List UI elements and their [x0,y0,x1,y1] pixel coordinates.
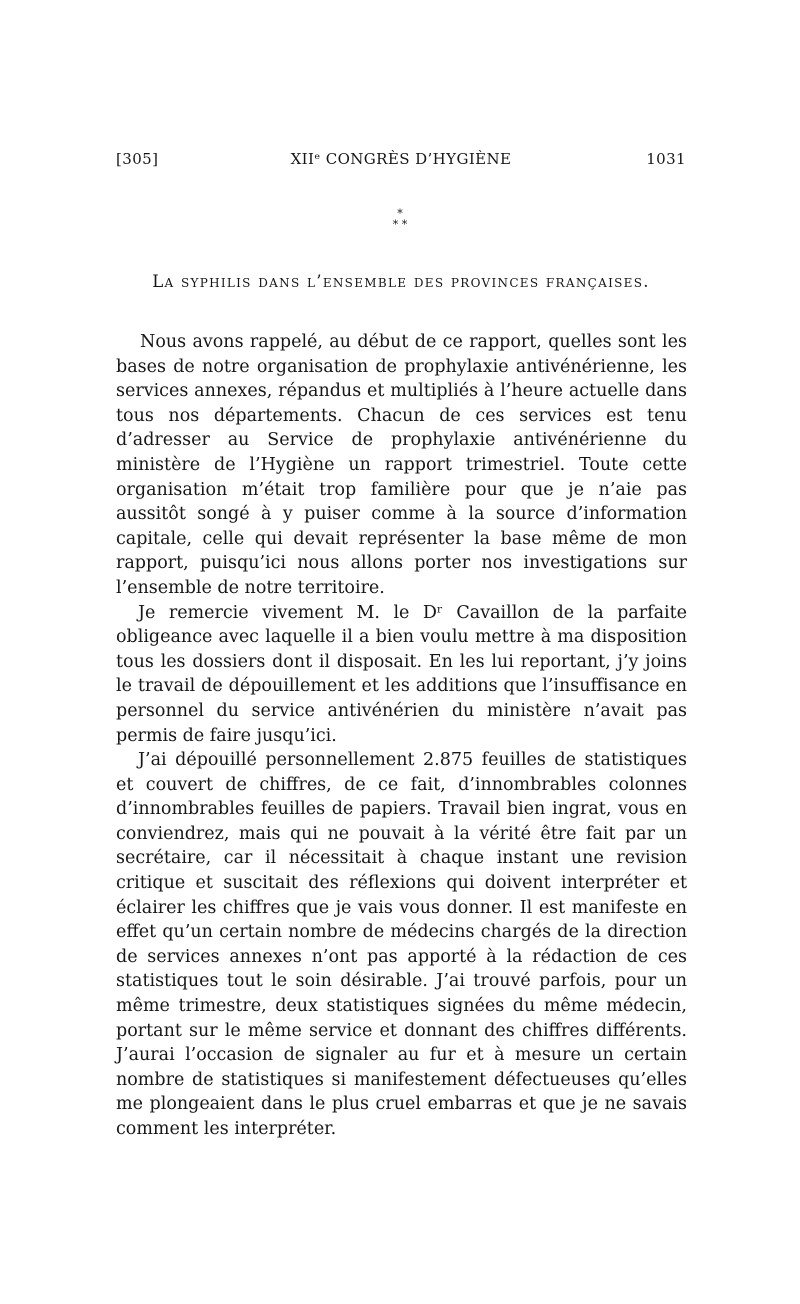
running-title: XIIᵉ CONGRÈS D’HYGIÈNE [290,150,512,168]
paragraph-2: Je remercie vivement M. le Dʳ Cavaillon de la parfaite obligeance avec laquelle il a bien voulu mettre à ma disposition tous les dossiers dont il disposait. En les lui reportant, j’y joins le travail de dépouillement et les additions que l’insuffisance en personnel du service antivénérien du ministère n’avait pas permis de faire jusqu’ici. [116,602,687,746]
body-text [116,330,687,1142]
paragraph-1: Nous avons rappelé, au début de ce rapport, quelles sont les bases de notre organisation de prophylaxie antivénérienne, les services annexes, répandus et multipliés à l’heure actuelle dans tous nos départements. Chacun de ces services est tenu d’adresser au Service de prophylaxie antivénérienne du ministère de l’Hygiène un rapport trimestriel. Toute cette organisation m’était trop familière pour que je n’aie pas aussitôt songé à y puiser comme à la source d’information capitale, celle qui devait représenter la base même de mon rapport, puisqu’ici nous allons porter nos investigations sur l’ensemble de notre territoire. [116,332,687,598]
paragraph-3: J’ai dépouillé personnellement 2.875 feuilles de statistiques et couvert de chiffres, de ce fait, d’innombrables colonnes d’innombrables feuilles de papiers. Travail bien ingrat, vous en conviendrez, mais qui ne pouvait à la vérité être fait par un secrétaire, car il nécessitait à chaque instant une revision critique et suscitait des réflexions qui doivent interpréter et éclairer les chiffres que je vais vous donner. Il est manifeste en effet qu’un certain nombre de médecins chargés de la direction de services annexes n’ont pas apporté à la rédaction de ces statistiques tout le soin désirable. J’ai trouvé parfois, pour un même trimestre, deux statistiques signées du même médecin, portant sur le même service et donnant des chiffres différents. J’aurai l’occasion de signaler au fur et à mesure un certain nombre de statistiques si manifestement défectueuses qu’elles me plongeaient dans le plus cruel embarras et que je ne savais comment les interpréter. [116,750,687,1139]
asterism-top: * [397,207,403,220]
section-heading: La syphilis dans l’ensemble des provinces françaises. [152,272,650,291]
asterism-ornament [380,208,420,230]
page-number: 1031 [646,150,686,168]
section-number: [305] [116,150,159,168]
asterism-bottom: * * [392,218,408,231]
running-header [116,150,686,174]
